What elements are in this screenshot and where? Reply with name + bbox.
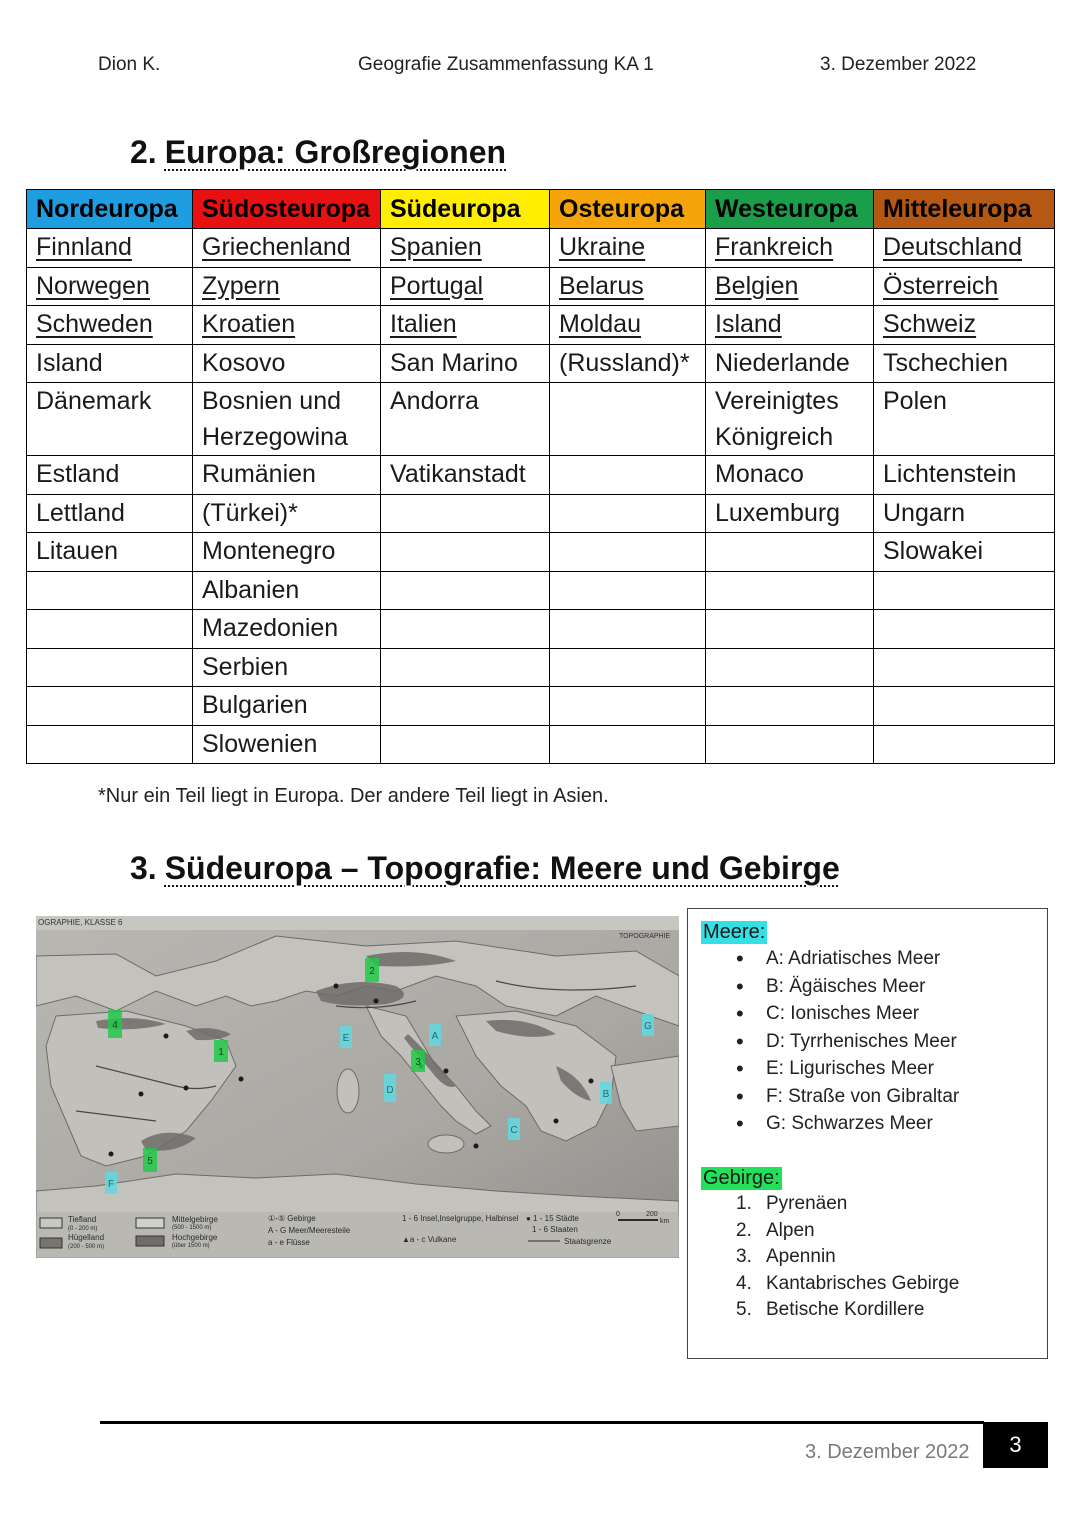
table-cell: Norwegen: [27, 267, 193, 306]
gebirge-label: Gebirge:: [703, 1167, 780, 1189]
topography-legend-box: [687, 908, 1048, 1359]
table-cell: [550, 383, 706, 456]
mountain-marker-2-label: 2: [369, 966, 375, 977]
table-cell: [706, 571, 874, 610]
section-2-heading: [130, 134, 506, 171]
table-cell: [550, 456, 706, 495]
header-author: Dion K.: [98, 54, 161, 75]
gebirge-name: Pyrenäen: [766, 1193, 848, 1214]
table-cell: [706, 687, 874, 726]
table-cell: Lichtenstein: [874, 456, 1055, 495]
table-cell: Estland: [27, 456, 193, 495]
legend-staaten: 1 - 6 Staaten: [532, 1225, 578, 1234]
table-cell: [381, 494, 550, 533]
meere-list-item: • A: Adriatisches Meer: [736, 945, 959, 973]
table-cell: [706, 610, 874, 649]
region-header-osteuropa: Osteuropa: [550, 190, 706, 229]
gebirge-number: 1.: [736, 1193, 752, 1214]
meere-list-item: • D: Tyrrhenisches Meer: [736, 1028, 959, 1056]
table-cell: (Türkei)*: [193, 494, 381, 533]
legend-swatch-mittelgebirge: [136, 1218, 164, 1228]
region-header-nordeuropa: Nordeuropa: [27, 190, 193, 229]
legend-swatch-huegelland: [40, 1238, 62, 1248]
table-cell: Schweiz: [874, 306, 1055, 345]
gebirge-number: 3.: [736, 1246, 752, 1267]
legend-fluesse: a - e Flüsse: [268, 1238, 310, 1247]
sea-marker-c-label: C: [510, 1125, 518, 1136]
table-cell: Bulgarien: [193, 687, 381, 726]
sea-marker-g-label: G: [644, 1021, 652, 1032]
table-row: [27, 229, 1055, 268]
section-3-heading: [130, 850, 840, 887]
table-cell: Moldau: [550, 306, 706, 345]
table-cell: Italien: [381, 306, 550, 345]
sea-marker-b-label: B: [602, 1089, 610, 1100]
legend-scale-0: 0: [616, 1211, 620, 1218]
table-cell: [874, 571, 1055, 610]
legend-tiefland-range: (0 - 200 m): [68, 1226, 98, 1232]
table-row: [27, 383, 1055, 456]
region-header-südosteuropa: Südosteuropa: [193, 190, 381, 229]
map-sicily: [428, 1135, 464, 1153]
table-cell: [381, 610, 550, 649]
table-cell: (Russland)*: [550, 344, 706, 383]
table-cell: [381, 687, 550, 726]
gebirge-list-item: [736, 1271, 959, 1298]
table-cell: Island: [27, 344, 193, 383]
legend-hochgebirge: Hochgebirge: [172, 1233, 218, 1242]
table-cell: San Marino: [381, 344, 550, 383]
legend-hochgebirge-range: (über 1500 m): [172, 1243, 210, 1249]
table-cell: Island: [706, 306, 874, 345]
legend-huegelland-range: (200 - 500 m): [68, 1244, 105, 1250]
page-number: 3: [983, 1422, 1048, 1468]
sea-marker-d-label: D: [386, 1085, 394, 1096]
gebirge-list-item: [736, 1218, 959, 1245]
table-cell: Montenegro: [193, 533, 381, 572]
table-cell: Portugal: [381, 267, 550, 306]
table-cell: [550, 571, 706, 610]
gebirge-name: Betische Kordillere: [766, 1299, 925, 1320]
table-cell: Rumänien: [193, 456, 381, 495]
table-cell: Bosnien und Herzegowina: [193, 383, 381, 456]
table-cell: Luxemburg: [706, 494, 874, 533]
mountain-marker-4-label: 4: [112, 1020, 118, 1031]
table-cell: [550, 687, 706, 726]
table-cell: Slowakei: [874, 533, 1055, 572]
region-header-westeuropa: Westeuropa: [706, 190, 874, 229]
legend-mittelgebirge-range: (500 - 1500 m): [172, 1225, 212, 1231]
table-row: [27, 267, 1055, 306]
legend-vulkane: ▲a - c Vulkane: [402, 1235, 457, 1244]
footer-date: 3. Dezember 2022: [805, 1441, 970, 1463]
table-cell: Schweden: [27, 306, 193, 345]
table-cell: [27, 725, 193, 764]
table-cell: Litauen: [27, 533, 193, 572]
header-date: 3. Dezember 2022: [820, 54, 977, 75]
legend-gebirge: ①-⑤ Gebirge: [268, 1214, 316, 1223]
legend-meer: A - G Meer/Meeresteile: [268, 1226, 351, 1235]
section-3-number: 3.: [130, 850, 157, 886]
map-corner-right: TOPOGRAPHIE: [619, 933, 671, 940]
table-cell: [550, 533, 706, 572]
regions-table: [26, 189, 1055, 764]
table-cell: [706, 533, 874, 572]
table-row: [27, 725, 1055, 764]
footer-rule: [100, 1421, 984, 1424]
table-cell: [550, 610, 706, 649]
meere-list-item: • E: Ligurisches Meer: [736, 1055, 959, 1083]
table-cell: Griechenland: [193, 229, 381, 268]
meere-label: Meere:: [703, 921, 766, 943]
legend-insel: 1 - 6 Insel,Inselgruppe, Halbinsel: [402, 1214, 519, 1223]
table-cell: [706, 725, 874, 764]
table-row: [27, 344, 1055, 383]
table-body: [27, 229, 1055, 764]
gebirge-name: Alpen: [766, 1219, 815, 1241]
legend-huegelland: Hügelland: [68, 1233, 105, 1242]
table-cell: [381, 725, 550, 764]
legend-scale-km: km: [660, 1218, 670, 1225]
table-cell: [550, 494, 706, 533]
table-row: [27, 610, 1055, 649]
table-cell: Slowenien: [193, 725, 381, 764]
table-cell: Kosovo: [193, 344, 381, 383]
table-cell: Frankreich: [706, 229, 874, 268]
table-cell: [27, 571, 193, 610]
table-row: [27, 494, 1055, 533]
legend-swatch-tiefland: [40, 1218, 62, 1228]
table-cell: Österreich: [874, 267, 1055, 306]
gebirge-list: [736, 1191, 959, 1324]
section-3-title: Südeuropa – Topografie: Meere und Gebirge: [164, 850, 840, 886]
table-cell: [874, 610, 1055, 649]
header-title: Geografie Zusammenfassung KA 1: [358, 54, 654, 75]
sea-marker-e-label: E: [342, 1033, 350, 1044]
legend-staatsgrenze: Staatsgrenze: [564, 1237, 612, 1246]
gebirge-list-item: [736, 1191, 959, 1218]
table-cell: Niederlande: [706, 344, 874, 383]
region-header-südeuropa: Südeuropa: [381, 190, 550, 229]
gebirge-list-item: [736, 1297, 959, 1324]
table-cell: Vatikanstadt: [381, 456, 550, 495]
table-cell: Ungarn: [874, 494, 1055, 533]
table-cell: [550, 648, 706, 687]
meere-list-item: • G: Schwarzes Meer: [736, 1110, 959, 1138]
table-row: [27, 533, 1055, 572]
sea-marker-f-label: F: [107, 1179, 115, 1190]
mountain-marker-3-label: 3: [415, 1057, 421, 1068]
table-cell: [874, 687, 1055, 726]
gebirge-number: 4.: [736, 1272, 752, 1294]
legend-staedte: ● 1 - 15 Städte: [526, 1214, 579, 1223]
table-cell: Finnland: [27, 229, 193, 268]
table-cell: Lettland: [27, 494, 193, 533]
gebirge-name: Kantabrisches Gebirge: [766, 1272, 960, 1294]
table-cell: Polen: [874, 383, 1055, 456]
table-cell: Serbien: [193, 648, 381, 687]
gebirge-number: 2.: [736, 1219, 752, 1241]
table-cell: Kroatien: [193, 306, 381, 345]
table-cell: [874, 725, 1055, 764]
legend-tiefland: Tiefland: [68, 1215, 97, 1224]
table-row: [27, 456, 1055, 495]
table-row: [27, 306, 1055, 345]
gebirge-number: 5.: [736, 1299, 752, 1320]
footnote: *Nur ein Teil liegt in Europa. Der andere Teil liegt in Asien.: [98, 785, 609, 807]
map-corner-left: OGRAPHIE, KLASSE 6: [38, 918, 123, 927]
gebirge-name: Apennin: [766, 1246, 836, 1267]
table-cell: [27, 687, 193, 726]
table-cell: Ukraine: [550, 229, 706, 268]
map-legend: [36, 1211, 679, 1258]
table-cell: [874, 648, 1055, 687]
topography-map: [36, 916, 679, 1258]
legend-mittelgebirge: Mittelgebirge: [172, 1215, 218, 1224]
table-cell: Deutschland: [874, 229, 1055, 268]
meere-list: [736, 945, 959, 1138]
table-cell: Vereinigtes Königreich: [706, 383, 874, 456]
table-cell: Belarus: [550, 267, 706, 306]
table-cell: [381, 571, 550, 610]
mountain-marker-5-label: 5: [147, 1156, 153, 1167]
table-cell: [381, 648, 550, 687]
map-sardinia: [337, 1069, 359, 1113]
table-row: [27, 687, 1055, 726]
section-2-title: Europa: Großregionen: [164, 134, 507, 170]
mountain-marker-1-label: 1: [218, 1047, 224, 1058]
meere-list-item: • F: Straße von Gibraltar: [736, 1083, 959, 1111]
table-cell: Monaco: [706, 456, 874, 495]
legend-swatch-hochgebirge: [136, 1236, 164, 1246]
meere-list-item: • B: Ägäisches Meer: [736, 973, 959, 1001]
sea-marker-a-label: A: [431, 1031, 439, 1042]
table-header-row: [27, 190, 1055, 229]
table-cell: Mazedonien: [193, 610, 381, 649]
table-cell: Dänemark: [27, 383, 193, 456]
table-cell: [706, 648, 874, 687]
table-cell: Andorra: [381, 383, 550, 456]
section-2-number: 2.: [130, 134, 157, 170]
table-cell: Belgien: [706, 267, 874, 306]
table-cell: [27, 610, 193, 649]
table-row: [27, 648, 1055, 687]
table-cell: [381, 533, 550, 572]
table-row: [27, 571, 1055, 610]
meere-list-item: • C: Ionisches Meer: [736, 1000, 959, 1028]
legend-scale-200: 200: [646, 1211, 658, 1218]
table-cell: [27, 648, 193, 687]
table-cell: Spanien: [381, 229, 550, 268]
gebirge-list-item: [736, 1244, 959, 1271]
table-cell: Albanien: [193, 571, 381, 610]
table-cell: Zypern: [193, 267, 381, 306]
region-header-mitteleuropa: Mitteleuropa: [874, 190, 1055, 229]
table-cell: [550, 725, 706, 764]
table-cell: Tschechien: [874, 344, 1055, 383]
